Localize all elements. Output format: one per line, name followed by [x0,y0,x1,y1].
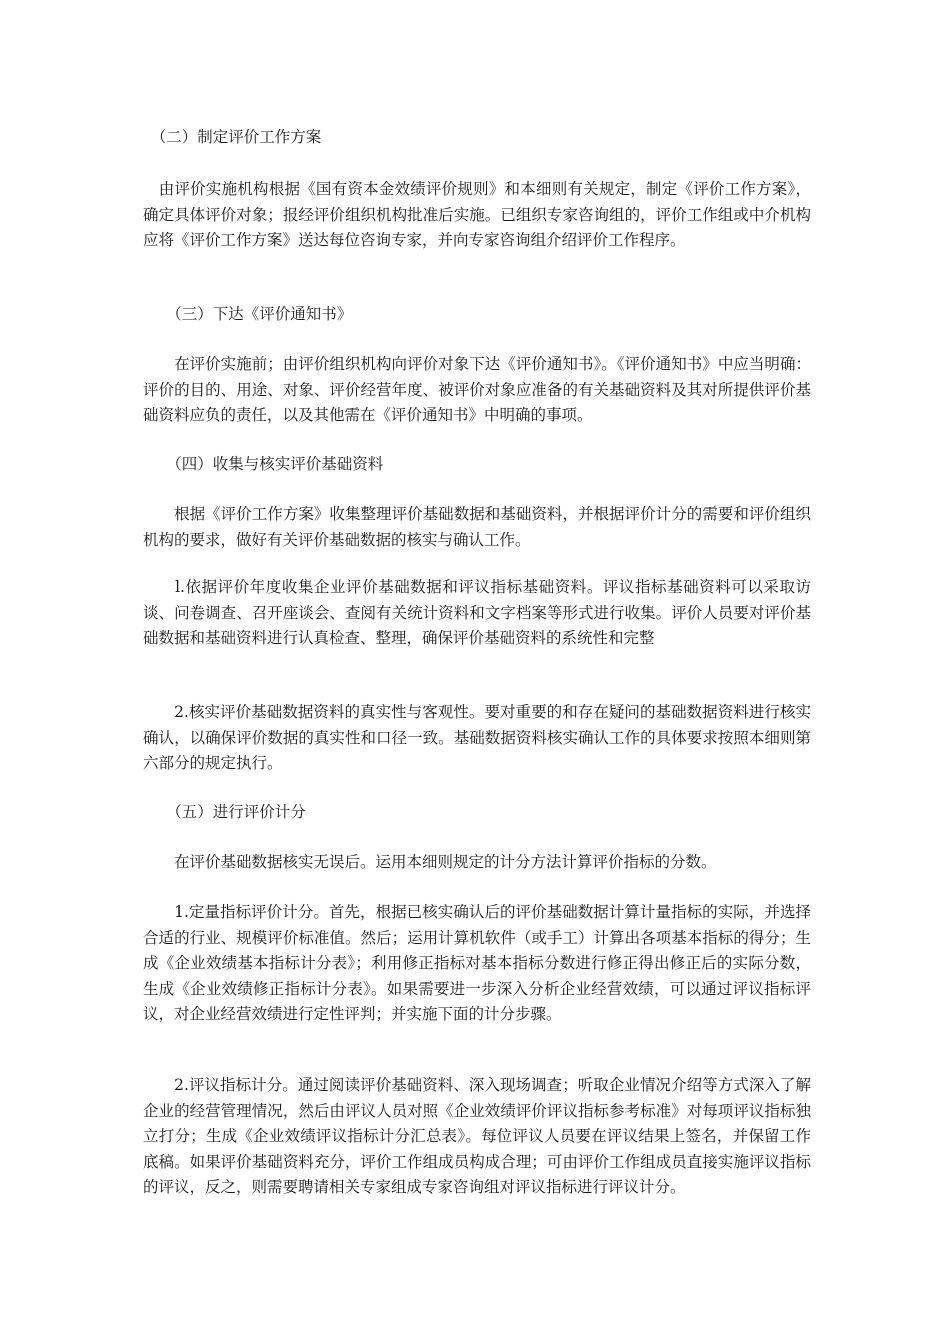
paragraph: 根据《评价工作方案》收集整理评价基础数据和基础资料，并根据评价计分的需要和评价组织机构的要求，做好有关评价基础数据的核实与确认工作。 [143,505,811,549]
section-heading-4: （四）收集与核实评价基础资料 [143,455,384,473]
list-item: 1.定量指标评价计分。首先，根据已核实确认后的评价基础数据计算计量指标的实际，并选择合适的行业、规模评价标准值。然后；运用计算机软件（或手工）计算出各项基本指标的得分；生成《企业效绩基本指标计分表》；利用修正指标对基本指标分数进行修正得出修正后的实际分数，生成《企业效绩修正指标计分表》。如果需要进一步深入分析企业经营效绩，可以通过评议指标评议，对企业经营效绩进行定性评判；并实施下面的计分步骤。 [143,903,811,1023]
list-item: l.依据评价年度收集企业评价基础数据和评议指标基础资料。评议指标基础资料可以采取访谈、问卷调查、召开座谈会、查阅有关统计资料和文字档案等形式进行收集。评价人员要对评价基础数据和基础资料进行认真检查、整理，确保评价基础资料的系统性和完整 [143,578,811,647]
list-item: 2.评议指标计分。通过阅读评价基础资料、深入现场调查；听取企业情况介绍等方式深入了解企业的经营管理情况，然后由评议人员对照《企业效绩评价评议指标参考标准》对每项评议指标独立打分；生成《企业效绩评议指标计分汇总表》。每位评议人员要在评议结果上签名，并保留工作底稿。如果评价基础资料充分，评价工作组成员构成合理；可由评价工作组成员直接实施评议指标的评议，反之，则需要聘请相关专家组成专家咨询组对评议指标进行评议计分。 [143,1076,811,1196]
list-item: 2.核实评价基础数据资料的真实性与客观性。要对重要的和存在疑问的基础数据资料进行核实确认，以确保评价数据的真实性和口径一致。基础数据资料核实确认工作的具体要求按照本细则第六部分的规定执行。 [143,703,811,772]
paragraph: 在评价实施前；由评价组织机构向评价对象下达《评价通知书》。《评价通知书》中应当明确：评价的目的、用途、对象、评价经营年度、被评价对象应准备的有关基础资料及其对所提供评价基础资料应负的责任，以及其他需在《评价通知书》中明确的事项。 [143,355,811,424]
section-heading-5: （五）进行评价计分 [143,803,306,821]
paragraph: 由评价实施机构根据《国有资本金效绩评价规则》和本细则有关规定，制定《评价工作方案》，确定具体评价对象；报经评价组织机构批准后实施。已组织专家咨询组的，评价工作组或中介机构应将《评价工作方案》送达每位咨询专家，并向专家咨询组介绍评价工作程序。 [143,180,811,249]
paragraph: 在评价基础数据核实无误后。运用本细则规定的计分方法计算评价指标的分数。 [143,853,717,871]
section-heading-2: （二）制定评价工作方案 [143,128,322,146]
section-heading-3: （三）下达《评价通知书》 [143,305,353,323]
